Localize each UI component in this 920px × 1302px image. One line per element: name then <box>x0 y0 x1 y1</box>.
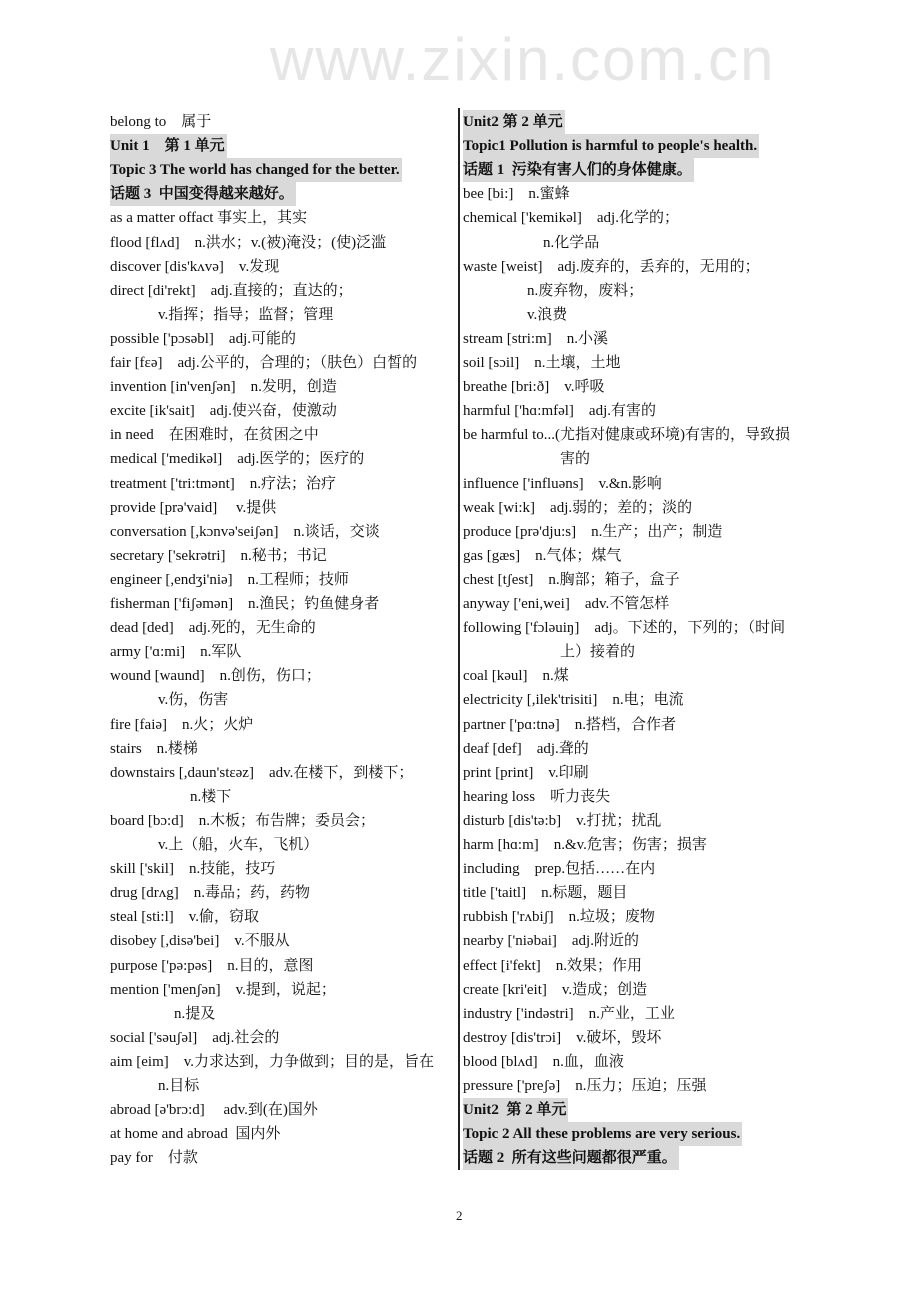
section-heading: 话题 1 污染有害人们的身体健康。 <box>463 158 694 182</box>
vocab-entry: skill ['skil] n.技能，技巧 <box>110 861 276 878</box>
section-heading: 话题 2 所有这些问题都很严重。 <box>463 1146 679 1170</box>
vocab-entry: mention ['menʃən] v.提到，说起； <box>110 981 336 998</box>
vocab-entry: effect [i'fekt] n.效果；作用 <box>463 957 643 974</box>
vocab-entry: flood [flʌd] n.洪水；v.(被)淹没；(使)泛滥 <box>110 234 387 251</box>
vocab-entry: breathe [bri:ð] v.呼吸 <box>463 379 605 396</box>
vocab-continuation: n.目标 <box>158 1078 200 1094</box>
vocab-entry: engineer [,endʒi'niə] n.工程师；技师 <box>110 571 349 588</box>
vocab-continuation: v.上（船，火车，飞机） <box>158 837 319 853</box>
vocab-entry: downstairs [,daun'stεəz] adv.在楼下，到楼下； <box>110 764 414 781</box>
section-heading: Unit2 第 2 单元 <box>463 1098 568 1122</box>
section-heading: Topic 2 All these problems are very serious. <box>463 1122 742 1146</box>
vocab-entry: direct [di'rekt] adj.直接的；直达的； <box>110 282 353 299</box>
vocab-entry: in need 在困难时，在贫困之中 <box>110 427 319 444</box>
vocab-entry: fisherman ['fiʃəmən] n.渔民；钓鱼健身者 <box>110 596 380 612</box>
vocab-entry: belong to 属于 <box>110 114 212 130</box>
vocab-entry: nearby ['niəbai] adj.附近的 <box>463 933 639 950</box>
vocab-entry: electricity [,ilek'trisiti] n.电；电流 <box>463 692 684 709</box>
section-heading: Topic 3 The world has changed for the better. <box>110 158 402 182</box>
section-heading: 话题 3 中国变得越来越好。 <box>110 182 296 206</box>
section-heading: Unit 1 第 1 单元 <box>110 134 227 158</box>
vocab-entry: print [print] v.印刷 <box>463 764 589 781</box>
vocab-entry: secretary ['sekrətri] n.秘书；书记 <box>110 547 327 564</box>
vocab-entry: treatment ['tri:tmənt] n.疗法；治疗 <box>110 475 336 492</box>
vocab-entry: dead [ded] adj.死的，无生命的 <box>110 620 316 637</box>
vocab-entry: rubbish ['rʌbiʃ] n.垃圾；废物 <box>463 909 655 926</box>
page-number: 2 <box>456 1208 463 1223</box>
vocab-entry: disturb [dis'tə:b] v.打扰；扰乱 <box>463 812 662 829</box>
vocab-entry: fair [fεə] adj.公平的，合理的；（肤色）白皙的 <box>110 355 418 371</box>
vocab-continuation: n.楼下 <box>190 788 232 805</box>
vocab-entry: bee [bi:] n.蜜蜂 <box>463 186 570 203</box>
vocab-entry: weak [wi:k] adj.弱的；差的；淡的 <box>463 499 693 516</box>
vocab-entry: soil [sɔil] n.土壤，土地 <box>463 355 621 371</box>
vocab-entry: social ['səuʃəl] adj.社会的 <box>110 1029 280 1046</box>
vocab-entry: stream [stri:m] n.小溪 <box>463 330 608 347</box>
vocab-entry: create [kri'eit] v.造成；创造 <box>463 981 648 998</box>
vocab-entry: coal [kəul] n.煤 <box>463 668 569 685</box>
vocab-entry: pressure ['preʃə] n.压力；压迫；压强 <box>463 1078 707 1094</box>
vocab-entry: possible ['pɔsəbl] adj.可能的 <box>110 330 297 347</box>
vocab-continuation: v.指挥；指导；监督；管理 <box>158 306 334 323</box>
vocab-entry: drug [drʌg] n.毒品；药，药物 <box>110 885 310 902</box>
section-heading: Unit2 第 2 单元 <box>463 110 565 134</box>
vocab-entry: chemical ['kemikəl] adj.化学的； <box>463 210 679 227</box>
vocab-continuation: v.伤，伤害 <box>158 692 229 709</box>
vocab-entry: destroy [dis'trɔi] v.破坏，毁坏 <box>463 1029 662 1046</box>
vocab-entry: partner ['pɑ:tnə] n.搭档，合作者 <box>463 716 677 733</box>
vocab-continuation: v.浪费 <box>527 306 568 323</box>
vocab-entry: aim [eim] v.力求达到，力争做到；目的是，旨在 <box>110 1053 435 1070</box>
watermark: www.zixin.com.cn <box>270 26 776 93</box>
vocab-entry: as a matter offact 事实上，其实 <box>110 210 308 227</box>
vocab-entry: steal [sti:l] v.偷，窃取 <box>110 909 260 926</box>
vocab-entry: conversation [,kɔnvə'seiʃən] n.谈话，交谈 <box>110 523 380 540</box>
section-heading: Topic1 Pollution is harmful to people's health. <box>463 134 759 158</box>
vocab-continuation: n.化学品 <box>543 234 600 251</box>
vocab-entry: hearing loss 听力丧失 <box>463 788 611 805</box>
vocab-entry: harm [hɑ:m] n.&v.危害；伤害；损害 <box>463 837 707 853</box>
vocab-entry: board [bɔ:d] n.木板；布告牌；委员会； <box>110 812 375 829</box>
vocab-entry: be harmful to...(尤指对健康或环境)有害的，导致损 <box>463 427 791 444</box>
vocab-entry: provide [prə'vaid] v.提供 <box>110 499 277 516</box>
vocab-entry: army ['ɑ:mi] n.军队 <box>110 644 242 661</box>
vocab-entry: including prep.包括……在内 <box>463 861 656 878</box>
vocab-continuation: n.废弃物，废料； <box>527 282 644 299</box>
vocab-continuation: 上）接着的 <box>560 644 636 661</box>
vocab-entry: chest [tʃest] n.胸部；箱子，盒子 <box>463 571 680 588</box>
vocab-entry: at home and abroad 国内外 <box>110 1126 281 1143</box>
vocab-entry: purpose ['pə:pəs] n.目的，意图 <box>110 957 314 974</box>
vocab-entry: pay for 付款 <box>110 1150 198 1167</box>
vocab-entry: deaf [def] adj.聋的 <box>463 740 589 757</box>
vocab-entry: stairs n.楼梯 <box>110 740 198 757</box>
vocab-entry: disobey [,disə'bei] v.不服从 <box>110 933 290 950</box>
vocab-entry: fire [faiə] n.火；火炉 <box>110 716 254 733</box>
vocab-entry: title ['taitl] n.标题，题目 <box>463 885 628 902</box>
vocab-entry: invention [in'venʃən] n.发明，创造 <box>110 379 337 396</box>
vocab-entry: waste [weist] adj.废弃的，丢弃的，无用的； <box>463 258 760 275</box>
vocab-entry: blood [blʌd] n.血，血液 <box>463 1053 624 1070</box>
vocab-entry: medical ['medikəl] adj.医学的；医疗的 <box>110 451 365 468</box>
vocab-entry: industry ['indəstri] n.产业，工业 <box>463 1005 675 1022</box>
vocab-entry: following ['fɔləuiŋ] adj。下述的，下列的；（时间 <box>463 620 786 637</box>
vocab-continuation: 害的 <box>560 451 591 468</box>
vocab-entry: anyway ['eni,wei] adv.不管怎样 <box>463 596 670 612</box>
vocab-entry: abroad [ə'brɔ:d] adv.到(在)国外 <box>110 1102 318 1119</box>
vocab-entry: produce [prə'dju:s] n.生产；出产；制造 <box>463 523 723 540</box>
vocab-entry: wound [waund] n.创伤，伤口； <box>110 668 321 685</box>
vocab-continuation: n.提及 <box>174 1005 216 1022</box>
column-divider <box>458 108 460 1170</box>
vocab-entry: excite [ik'sait] adj.使兴奋，使激动 <box>110 403 337 420</box>
vocab-entry: discover [dis'kʌvə] v.发现 <box>110 258 280 275</box>
vocab-entry: harmful ['hɑ:mfəl] adj.有害的 <box>463 403 657 420</box>
vocab-entry: influence ['influəns] v.&n.影响 <box>463 475 662 492</box>
vocab-entry: gas [gæs] n.气体；煤气 <box>463 547 622 564</box>
